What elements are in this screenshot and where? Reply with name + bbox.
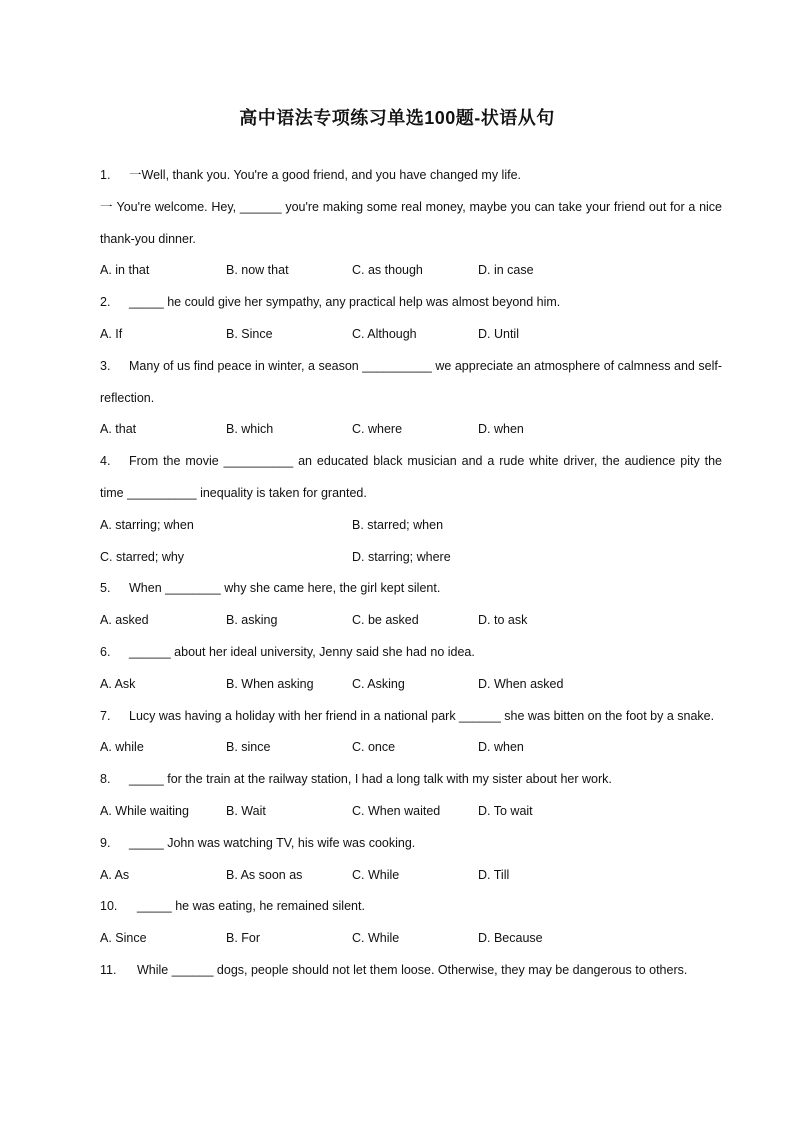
option-a[interactable]: A. While waiting [100, 803, 189, 818]
question-text: Many of us find peace in winter, a season __________ we appreciate an atmosphere of calmness and self-reflection. [100, 358, 722, 405]
question-1-options [100, 255, 722, 287]
question-11 [100, 955, 722, 987]
question-text: When ________ why she came here, the girl kept silent. [129, 581, 441, 596]
option-d[interactable]: D. starring; where [352, 549, 451, 564]
option-b[interactable]: B. now that [226, 263, 289, 278]
question-10-options [100, 923, 722, 955]
option-d[interactable]: D. when [478, 740, 524, 755]
question-5 [100, 573, 722, 605]
option-b[interactable]: B. Since [226, 326, 273, 341]
option-c[interactable]: C. be asked [352, 613, 419, 628]
option-b[interactable]: B. As soon as [226, 867, 303, 882]
option-c[interactable]: C. where [352, 422, 403, 437]
question-7-options [100, 732, 722, 764]
question-5-options [100, 605, 722, 637]
question-number: 11. [100, 962, 117, 977]
option-a[interactable]: A. If [100, 326, 123, 341]
question-text: _____ for the train at the railway station, I had a long talk with my sister about her work. [129, 772, 612, 787]
question-text: 一Well, thank you. You're a good friend, and you have changed my life. [129, 168, 521, 182]
option-c[interactable]: C. Asking [352, 676, 405, 691]
question-2 [100, 287, 722, 319]
option-a[interactable]: A. while [100, 740, 144, 755]
option-c[interactable]: C. While [352, 931, 400, 946]
question-4 [100, 446, 722, 510]
option-d[interactable]: D. to ask [478, 613, 528, 628]
question-number: 3. [100, 358, 111, 373]
question-list [100, 160, 722, 987]
option-d[interactable]: D. when [478, 422, 524, 437]
option-a[interactable]: A. Ask [100, 676, 136, 691]
option-a[interactable]: A. starring; when [100, 517, 194, 532]
question-number: 9. [100, 835, 111, 850]
question-3-options [100, 414, 722, 446]
option-b[interactable]: B. asking [226, 613, 278, 628]
question-10 [100, 891, 722, 923]
question-number: 4. [100, 454, 111, 469]
question-text: From the movie __________ an educated black musician and a rude white driver, the audience pity the time __________ inequality is taken for granted. [100, 454, 722, 500]
option-b[interactable]: B. which [226, 422, 274, 437]
option-a[interactable]: A. that [100, 422, 137, 437]
question-number: 2. [100, 295, 111, 310]
question-2-options [100, 319, 722, 351]
option-d[interactable]: D. Till [478, 867, 510, 882]
question-8-options [100, 796, 722, 828]
question-number: 5. [100, 581, 111, 596]
option-d[interactable]: D. in case [478, 263, 534, 278]
question-6-options [100, 669, 722, 701]
option-a[interactable]: A. in that [100, 263, 150, 278]
option-b[interactable]: B. Wait [226, 803, 266, 818]
question-9 [100, 828, 722, 860]
question-4-options-row-1 [100, 510, 722, 542]
option-c[interactable]: C. Although [352, 326, 417, 341]
option-b[interactable]: B. starred; when [352, 517, 444, 532]
question-1 [100, 160, 722, 192]
question-text: _____ he was eating, he remained silent. [137, 899, 365, 914]
option-a[interactable]: A. Since [100, 931, 147, 946]
option-d[interactable]: D. Because [478, 931, 543, 946]
option-a[interactable]: A. asked [100, 613, 149, 628]
question-number: 10. [100, 899, 118, 914]
question-number: 7. [100, 708, 111, 723]
question-text: _____ John was watching TV, his wife was cooking. [129, 835, 416, 850]
option-d[interactable]: D. When asked [478, 676, 564, 691]
question-text: ______ about her ideal university, Jenny said she had no idea. [129, 644, 475, 659]
option-c[interactable]: C. While [352, 867, 400, 882]
option-c[interactable]: C. as though [352, 263, 423, 278]
question-number: 8. [100, 772, 111, 787]
question-6 [100, 637, 722, 669]
question-8 [100, 764, 722, 796]
question-9-options [100, 860, 722, 892]
option-b[interactable]: B. since [226, 740, 271, 755]
option-c[interactable]: C. starred; why [100, 549, 185, 564]
question-number: 6. [100, 644, 111, 659]
option-a[interactable]: A. As [100, 867, 130, 882]
question-text: While ______ dogs, people should not let them loose. Otherwise, they may be dangerous to others. [137, 962, 688, 977]
option-b[interactable]: B. For [226, 931, 261, 946]
option-c[interactable]: C. When waited [352, 803, 441, 818]
option-b[interactable]: B. When asking [226, 676, 314, 691]
question-4-options-row-2 [100, 542, 722, 574]
question-number: 1. [100, 168, 111, 182]
document-title: 高中语法专项练习单选100题-状语从句 [239, 108, 555, 128]
option-c[interactable]: C. once [352, 740, 396, 755]
question-7 [100, 701, 722, 733]
option-d[interactable]: D. To wait [478, 803, 533, 818]
question-1-dialogue: 一 You're welcome. Hey, ______ you're making some real money, maybe you can take your friend out for a nice thank-you dinner. [100, 199, 722, 246]
question-text: _____ he could give her sympathy, any practical help was almost beyond him. [129, 295, 561, 310]
option-d[interactable]: D. Until [478, 326, 519, 341]
question-text: Lucy was having a holiday with her friend in a national park ______ she was bitten on the foot by a snake. [129, 708, 715, 723]
question-3 [100, 351, 722, 415]
